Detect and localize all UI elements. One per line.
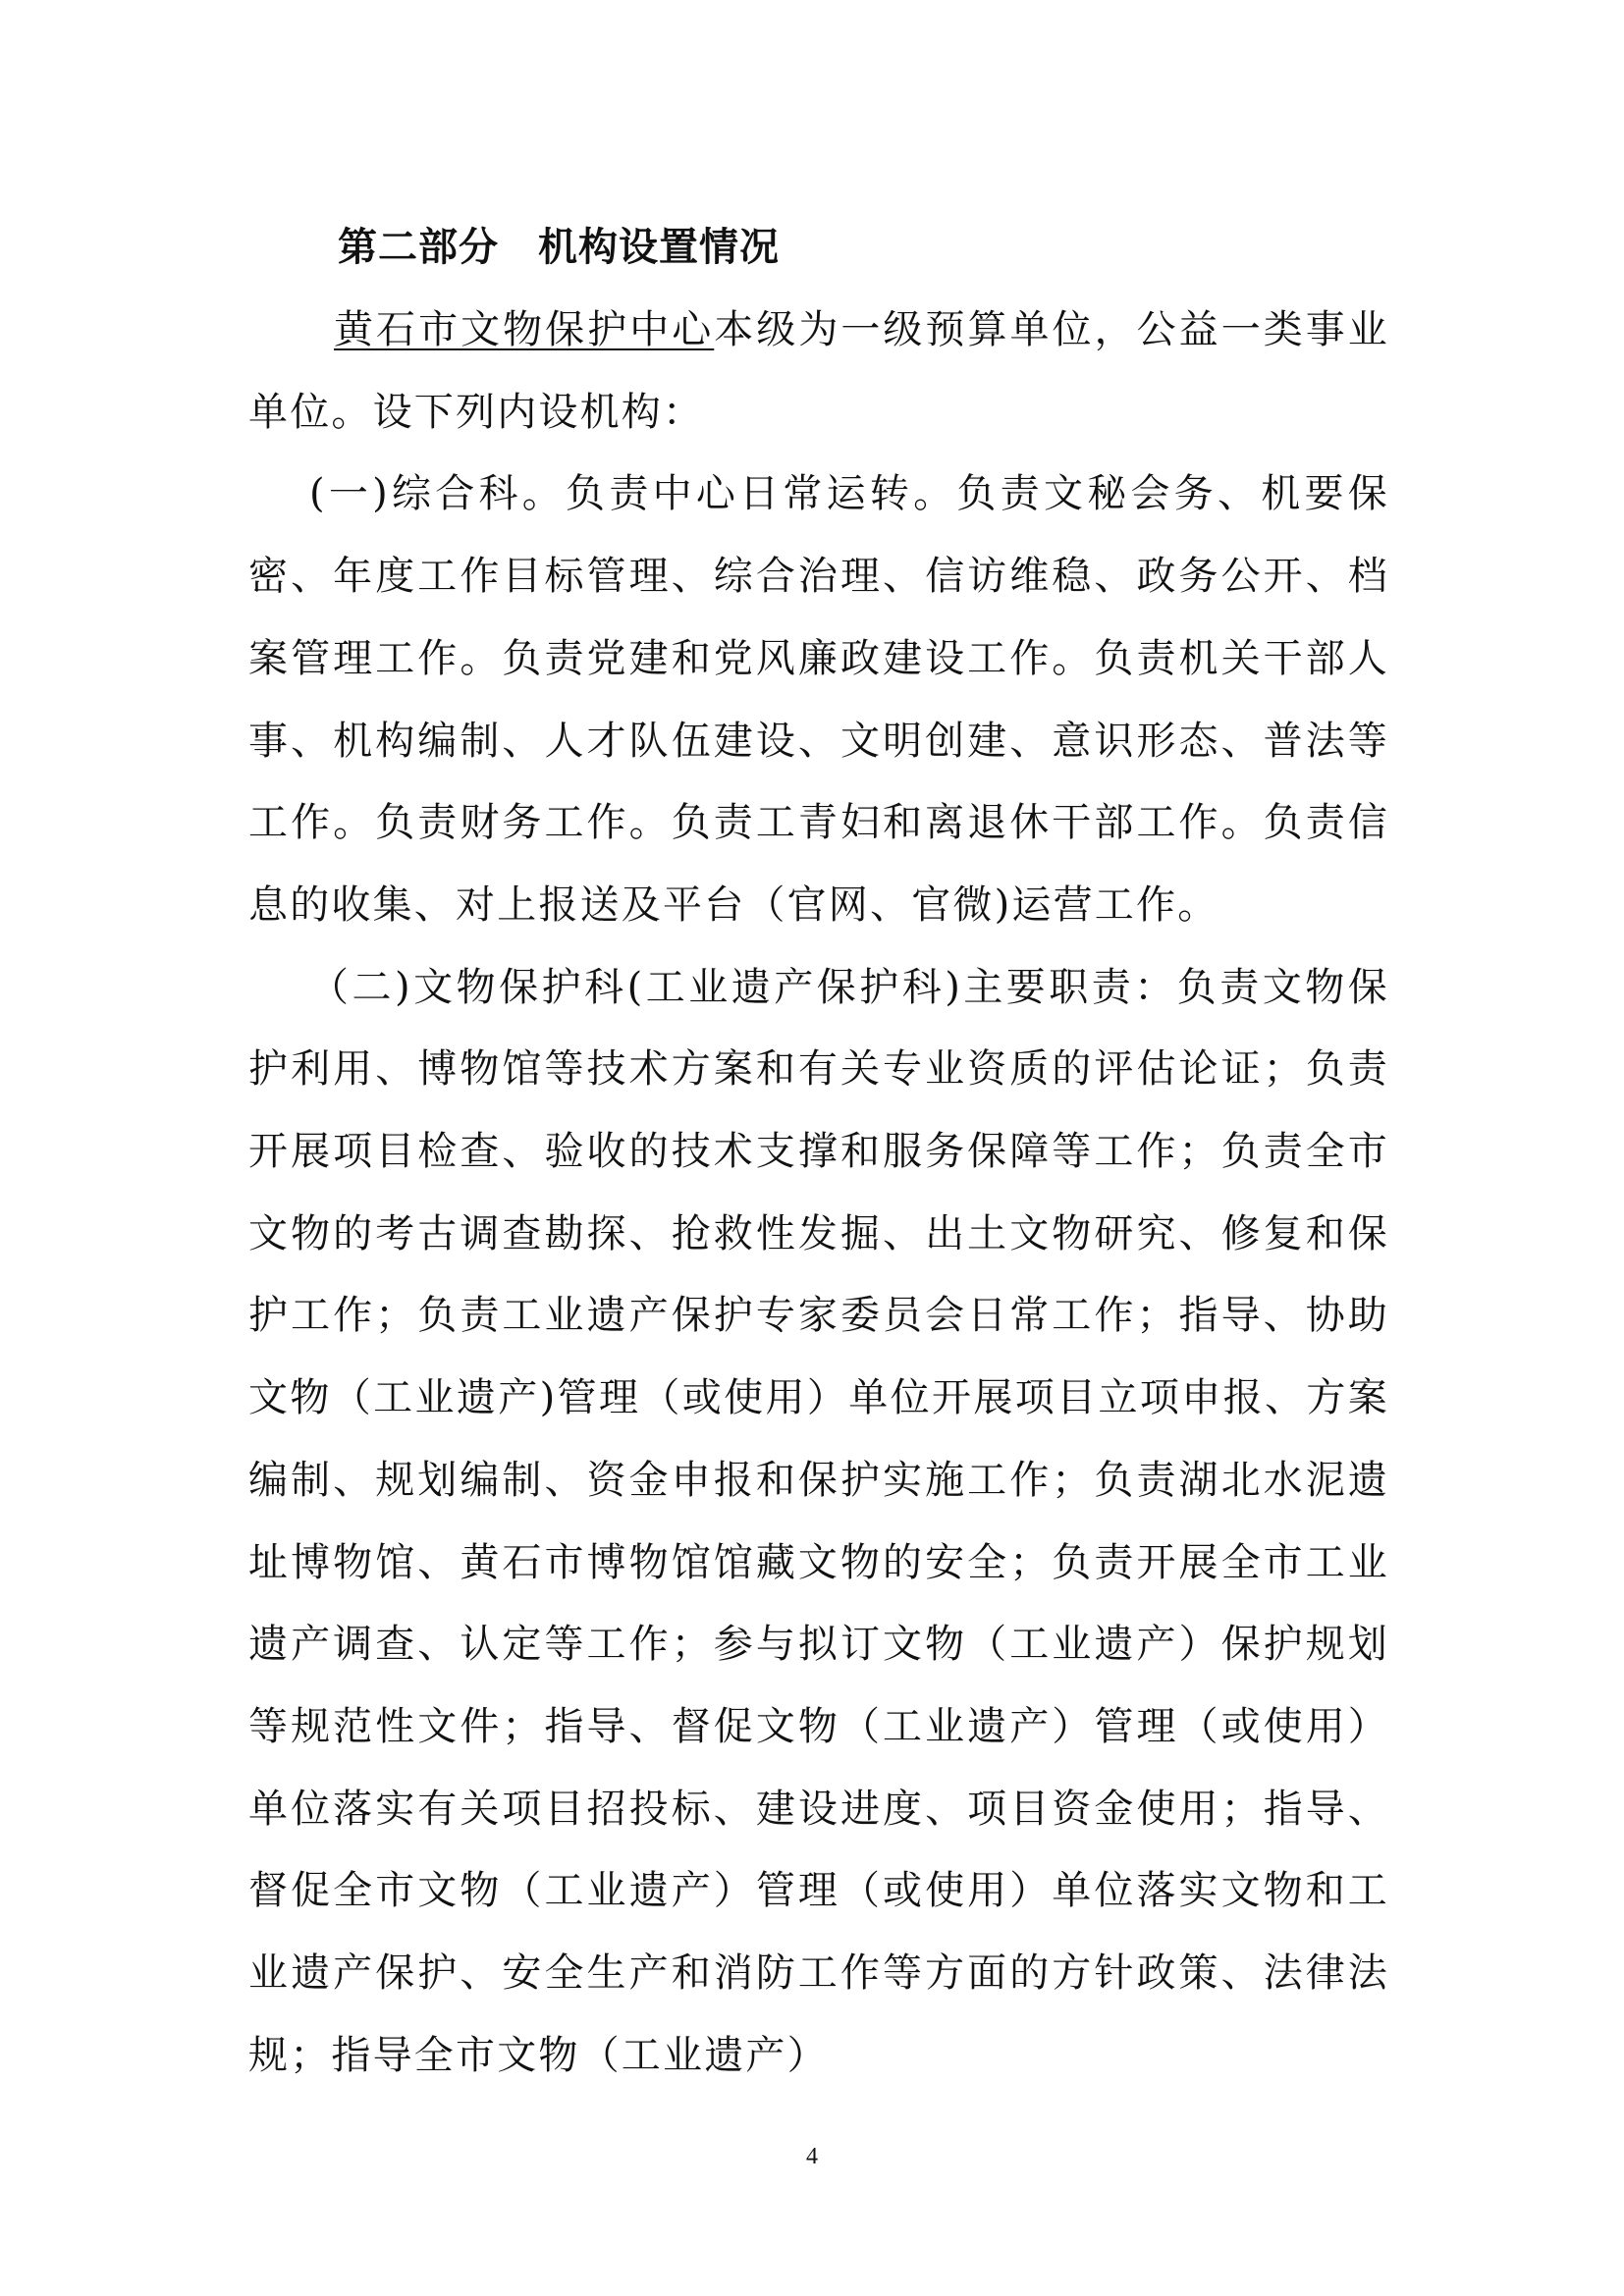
institution-name: 黄石市文物保护中心 — [334, 307, 715, 352]
section-2-paragraph: （二)文物保护科(工业遗产保护科)主要职责：负责文物保护利用、博物馆等技术方案和有关专业资质的评估论证；负责开展项目检查、验收的技术支撑和服务保障等工作；负责全市文物的考古调查勘探、抢救性发掘、出土文物研究、修复和保护工作；负责工业遗产保护专家委员会日常工作；指导、协助文物（工业遗产)管理（或使用）单位开展项目立项申报、方案编制、规划编制、资金申报和保护实施工作；负责湖北水泥遗址博物馆、黄石市博物馆馆藏文物的安全；负责开展全市工业遗产调查、认定等工作；参与拟订文物（工业遗产）保护规划等规范性文件；指导、督促文物（工业遗产）管理（或使用）单位落实有关项目招投标、建设进度、项目资金使用；指导、督促全市文物（工业遗产）管理（或使用）单位落实文物和工业遗产保护、安全生产和消防工作等方面的方针政策、法律法规；指导全市文物（工业遗产） — [248, 964, 1389, 2078]
section-heading — [338, 218, 780, 277]
heading-part: 第二部分 — [338, 225, 499, 270]
body-text — [248, 290, 1389, 2097]
intro-paragraph — [248, 290, 1389, 454]
intro-text: 本级为一级预算单位，公益一类事业单位。设下列内设机构： — [248, 307, 1389, 435]
page-number: 4 — [806, 2144, 818, 2169]
section-1-paragraph: (一)综合科。负责中心日常运转。负责文秘会务、机要保密、年度工作目标管理、综合治理、信访维稳、政务公开、档案管理工作。负责党建和党风廉政建设工作。负责机关干部人事、机构编制、人才队伍建设、文明创建、意识形态、普法等工作。负责财务工作。负责工青妇和离退休干部工作。负责信息的收集、对上报送及平台（官网、官微)运营工作。 — [248, 471, 1389, 928]
heading-title: 机构设置情况 — [538, 225, 780, 270]
